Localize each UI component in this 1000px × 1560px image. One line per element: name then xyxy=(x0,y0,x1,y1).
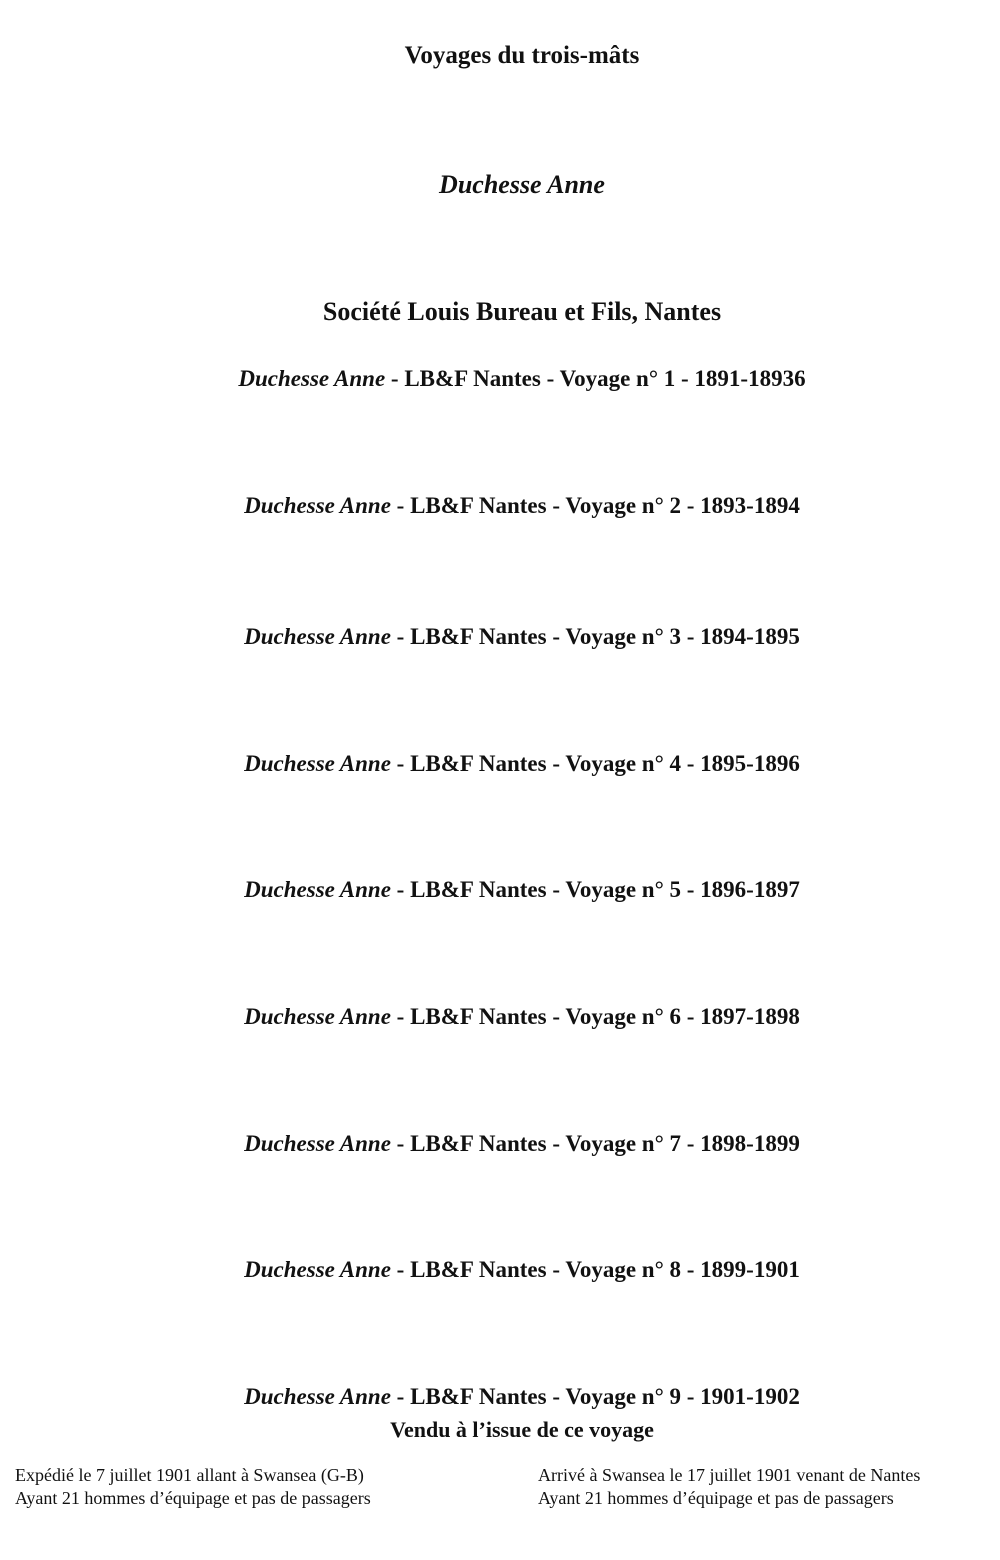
voyage-entry-3 xyxy=(22,624,1000,650)
voyage-details: - LB&F Nantes - Voyage n° 7 - 1898-1899 xyxy=(390,1131,800,1156)
voyage-details: - LB&F Nantes - Voyage n° 8 - 1899-1901 xyxy=(390,1257,800,1282)
voyage-details: - LB&F Nantes - Voyage n° 1 - 1891-18936 xyxy=(385,366,806,391)
voyage-ship-name: Duchesse Anne xyxy=(244,624,391,649)
voyage-details: - LB&F Nantes - Voyage n° 6 - 1897-1898 xyxy=(390,1004,800,1029)
voyage-entry-2 xyxy=(22,493,1000,519)
voyage-entry-1 xyxy=(22,366,1000,392)
voyage-details: - LB&F Nantes - Voyage n° 2 - 1893-1894 xyxy=(390,493,800,518)
arrival-line: Arrivé à Swansea le 17 juillet 1901 venant de Nantes xyxy=(538,1465,921,1485)
voyage-ship-name: Duchesse Anne xyxy=(244,1131,391,1156)
page-title: Voyages du trois-mâts xyxy=(404,42,640,69)
voyage-entry-8 xyxy=(22,1257,1000,1283)
voyage-details: - LB&F Nantes - Voyage n° 4 - 1895-1896 xyxy=(390,751,800,776)
departure-line: Expédié le 7 juillet 1901 allant à Swansea (G-B) xyxy=(15,1465,364,1485)
voyage-details: - LB&F Nantes - Voyage n° 9 - 1901-1902 xyxy=(390,1384,800,1409)
company-name: Société Louis Bureau et Fils, Nantes xyxy=(322,297,722,326)
voyage-ship-name: Duchesse Anne xyxy=(244,751,391,776)
voyage-details: - LB&F Nantes - Voyage n° 5 - 1896-1897 xyxy=(390,877,800,902)
voyage-details: - LB&F Nantes - Voyage n° 3 - 1894-1895 xyxy=(390,624,800,649)
voyage-ship-name: Duchesse Anne xyxy=(244,877,391,902)
voyage-ship-name: Duchesse Anne xyxy=(244,1384,391,1409)
voyage-ship-name: Duchesse Anne xyxy=(244,1257,391,1282)
crew-line: Ayant 21 hommes d’équipage et pas de passagers xyxy=(538,1488,894,1508)
voyage-ship-name: Duchesse Anne xyxy=(244,1004,391,1029)
departure-info xyxy=(15,1464,371,1510)
sold-note: Vendu à l’issue de ce voyage xyxy=(390,1417,654,1442)
voyage-entry-7 xyxy=(22,1131,1000,1157)
arrival-info xyxy=(538,1464,920,1510)
voyage-ship-name: Duchesse Anne xyxy=(244,493,391,518)
crew-line: Ayant 21 hommes d’équipage et pas de passagers xyxy=(15,1488,371,1508)
ship-name: Duchesse Anne xyxy=(439,170,605,199)
voyage-entry-6 xyxy=(22,1004,1000,1030)
voyage-entry-4 xyxy=(22,751,1000,777)
voyage-ship-name: Duchesse Anne xyxy=(238,366,386,391)
voyage-entry-5 xyxy=(22,877,1000,903)
voyage-entry-9 xyxy=(22,1384,1000,1410)
